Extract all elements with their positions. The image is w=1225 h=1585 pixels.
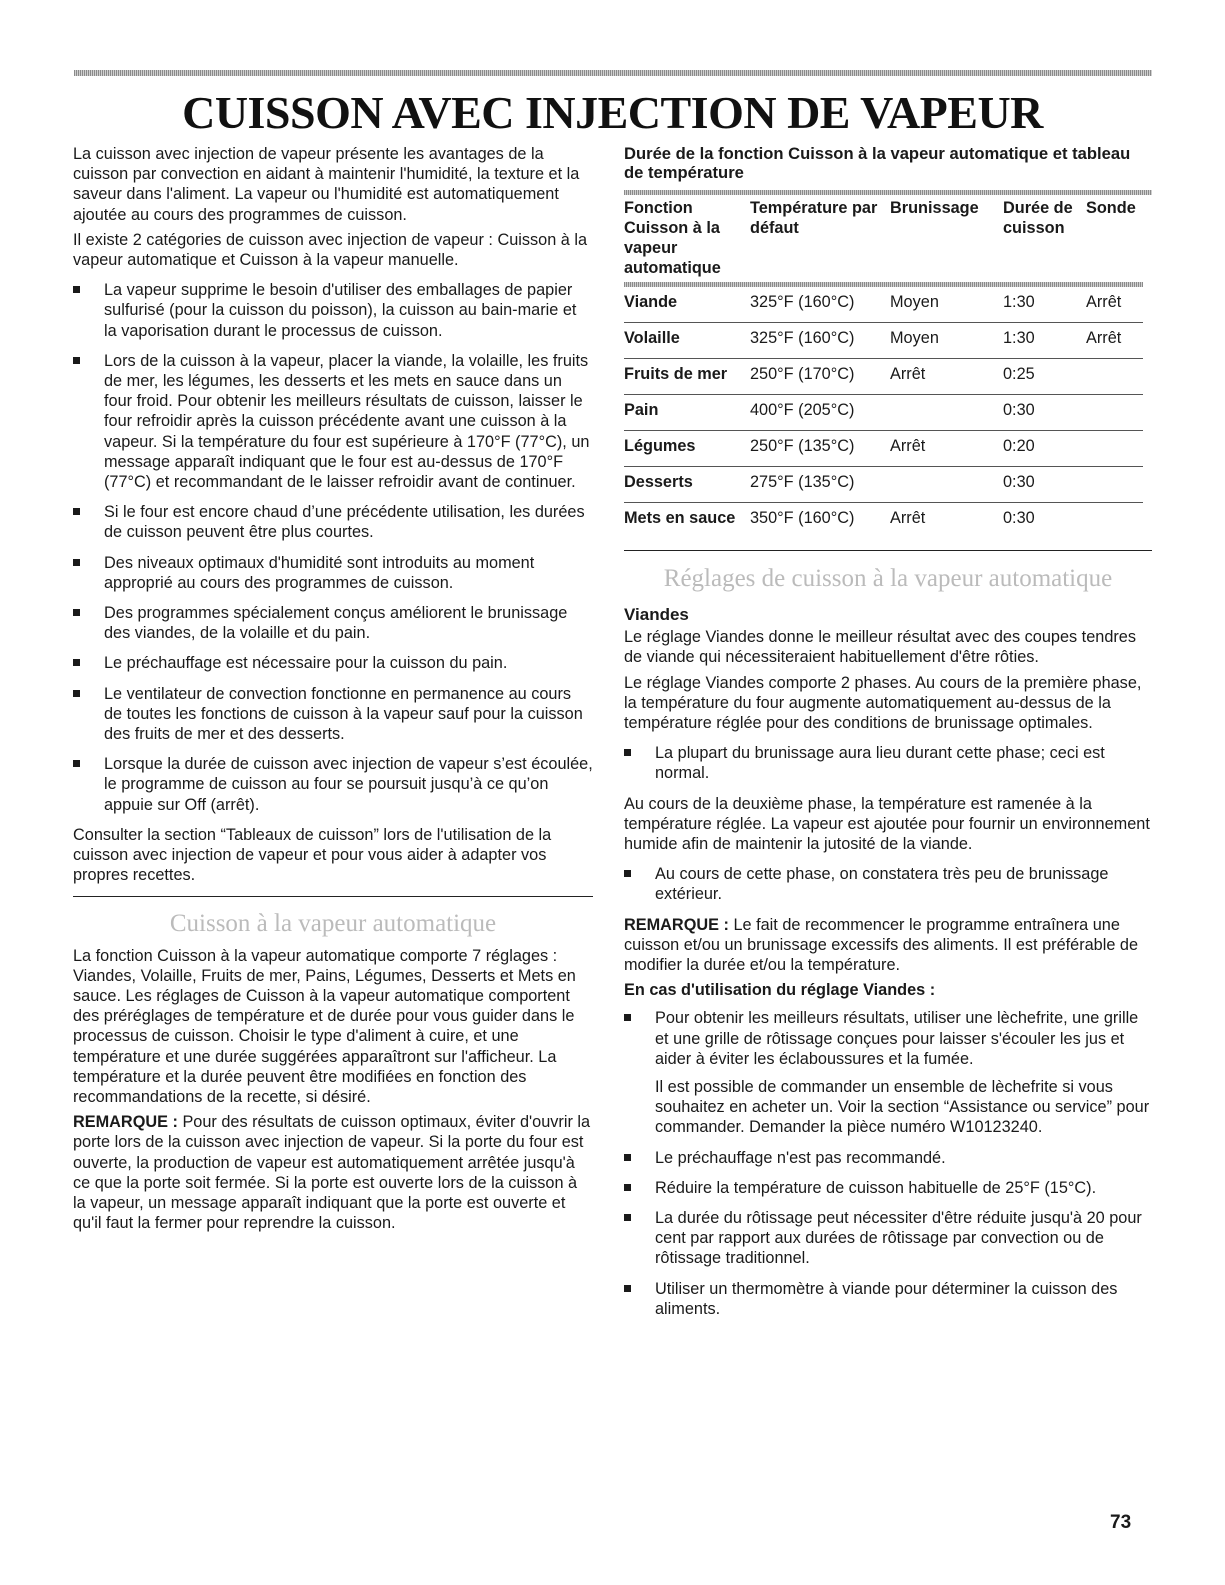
table-cell: Arrêt bbox=[1086, 323, 1143, 359]
table-cell bbox=[1086, 395, 1143, 431]
top-hatched-rule bbox=[74, 70, 1152, 76]
list-item: Lors de la cuisson à la vapeur, placer la viande, la volaille, les fruits de mer, les légumes, les desserts et les mets en sauce dans un four froid. Pour obtenir les meilleurs résultats de cuisson, laisser le four refroidir après la cuisson précédente avant une cuisson à la vapeur. Si la température du four est supérieure à 170°F (77°C), un message apparaît indiquant que le four est au-dessus de 170°F (77°C) et recommandant de le laisser refroidir avant de continuer. bbox=[73, 351, 593, 492]
square-bullet-icon bbox=[624, 1285, 631, 1292]
table-cell: Fruits de mer bbox=[624, 359, 750, 395]
section-heading: Cuisson à la vapeur automatique bbox=[169, 909, 497, 937]
list-item: Des programmes spécialement conçus améliorent le brunissage des viandes, de la volaille et du pain. bbox=[73, 603, 593, 643]
table-cell: 0:25 bbox=[1003, 359, 1086, 395]
list-item: Utiliser un thermomètre à viande pour déterminer la cuisson des aliments. bbox=[624, 1279, 1152, 1319]
section-divider bbox=[73, 896, 593, 897]
table-row bbox=[624, 323, 1143, 359]
table-cell: 0:30 bbox=[1003, 467, 1086, 503]
table-cell: 350°F (160°C) bbox=[750, 509, 855, 527]
table-cell bbox=[890, 395, 1003, 431]
table-row bbox=[624, 467, 1143, 503]
list-item: Si le four est encore chaud d’une précédente utilisation, les durées de cuisson peuvent être plus courtes. bbox=[73, 502, 593, 542]
square-bullet-icon bbox=[624, 1184, 631, 1191]
table-cell bbox=[1086, 503, 1143, 539]
square-bullet-icon bbox=[73, 690, 80, 697]
table-cell: Arrêt bbox=[890, 509, 926, 527]
usage-list-continued bbox=[624, 1148, 1152, 1319]
list-item: Le ventilateur de convection fonctionne en permanence au cours de toutes les fonctions de cuisson à la vapeur sauf pour la cuisson des fruits de mer et des desserts. bbox=[73, 684, 593, 745]
table-cell: 0:30 bbox=[1003, 509, 1035, 527]
table-cell: Légumes bbox=[624, 431, 750, 467]
intro-paragraph: La cuisson avec injection de vapeur présente les avantages de la cuisson par convection en aidant à maintenir l'humidité, la texture et la saveur dans l'aliment. La vapeur ou l'humidité est automatiquement ajoutée au cours des programmes de cuisson. bbox=[73, 145, 580, 224]
list-item: Le préchauffage est nécessaire pour la cuisson du pain. bbox=[73, 653, 593, 673]
list-item: Le préchauffage n'est pas recommandé. bbox=[624, 1148, 1152, 1168]
note-text: Pour des résultats de cuisson optimaux, éviter d'ouvrir la porte lors de la cuisson avec injection de vapeur. Si la porte du four est ouverte, la production de vapeur est automatiquement arrêtée jusqu'à ce que la porte soit fermée. Si la porte est ouverte lors de la cuisson à la vapeur, un message apparaît indiquant que la porte est ouverte et qu'il faut la fermer pour reprendre la cuisson. bbox=[73, 1113, 591, 1233]
square-bullet-icon bbox=[73, 760, 80, 767]
note-text: Le fait de recommencer le programme entraînera une cuisson et/ou un brunissage excessifs des aliments. Il est préférable de modifier la durée et/ou la température. bbox=[624, 915, 1139, 975]
table-cell: 400°F (205°C) bbox=[750, 395, 890, 431]
table-cell: 1:30 bbox=[1003, 323, 1086, 359]
usage-list bbox=[624, 1008, 1152, 1069]
table-cell: 325°F (160°C) bbox=[750, 323, 890, 359]
usage-note: Il est possible de commander un ensemble de lèchefrite si vous souhaitez en acheter un. Voir la section “Assistance ou service” pour commander. Demander la pièce numéro W10123240. bbox=[655, 1078, 1150, 1137]
note-label: REMARQUE : bbox=[73, 1113, 178, 1132]
table-row bbox=[624, 395, 1143, 431]
list-item: Au cours de cette phase, on constatera très peu de brunissage extérieur. bbox=[624, 864, 1152, 904]
table-header-cell: Durée de cuisson bbox=[1003, 199, 1073, 237]
list-item: La durée du rôtissage peut nécessiter d'être réduite jusqu'à 20 pour cent par rapport aux durées de rôtissage par convection ou de rôtissage traditionnel. bbox=[624, 1208, 1152, 1269]
square-bullet-icon bbox=[73, 609, 80, 616]
table-cell: 0:30 bbox=[1003, 395, 1086, 431]
list-item: Lorsque la durée de cuisson avec injection de vapeur s’est écoulée, le programme de cuisson au four se poursuit jusqu’à ce qu’on appuie sur Off (arrêt). bbox=[73, 754, 593, 815]
square-bullet-icon bbox=[624, 1214, 631, 1221]
table-cell: Arrêt bbox=[890, 431, 1003, 467]
paragraph: Le réglage Viandes donne le meilleur résultat avec des coupes tendres de viande qui nécessiteraient habituellement d'être rôties. bbox=[624, 628, 1136, 667]
paragraph: Le réglage Viandes comporte 2 phases. Au cours de la première phase, la température du four augmente automatiquement au-dessus de la température réglée pour des conditions de brunissage optimales. bbox=[624, 673, 1142, 733]
table-cell: 250°F (170°C) bbox=[750, 359, 890, 395]
table-cell: 275°F (135°C) bbox=[750, 467, 890, 503]
list-item: Réduire la température de cuisson habituelle de 25°F (15°C). bbox=[624, 1178, 1152, 1198]
table-cell bbox=[1086, 359, 1143, 395]
list-item: La plupart du brunissage aura lieu durant cette phase; ceci est normal. bbox=[624, 743, 1152, 783]
table-cell: Mets en sauce bbox=[624, 509, 736, 527]
table-header-cell: Brunissage bbox=[890, 199, 979, 217]
section-heading: Réglages de cuisson à la vapeur automatique bbox=[663, 565, 1113, 592]
table-row bbox=[624, 431, 1143, 467]
note-label: REMARQUE : bbox=[624, 915, 729, 934]
paragraph: Au cours de la deuxième phase, la température est ramenée à la température réglée. La vapeur est ajoutée pour fournir un environnement humide afin de maintenir la jutosité de la viande. bbox=[624, 794, 1150, 854]
table-cell: Desserts bbox=[624, 467, 750, 503]
square-bullet-icon bbox=[624, 1014, 631, 1021]
table-row bbox=[624, 359, 1143, 395]
table-cell: Pain bbox=[624, 395, 750, 431]
square-bullet-icon bbox=[73, 286, 80, 293]
section-divider bbox=[624, 550, 1152, 551]
table-cell: 1:30 bbox=[1003, 287, 1086, 323]
list-item: La vapeur supprime le besoin d'utiliser des emballages de papier sulfurisé (pour la cuisson du poisson), la cuisson au bain-marie et la vaporisation durant le processus de cuisson. bbox=[73, 280, 593, 341]
table-cell: Arrêt bbox=[1086, 287, 1143, 323]
table-cell: Arrêt bbox=[890, 359, 1003, 395]
table-header-cell: Fonction Cuisson à la vapeur automatique bbox=[624, 199, 721, 277]
table-row bbox=[624, 503, 1143, 539]
page-number: 73 bbox=[1110, 1512, 1132, 1533]
note-paragraph bbox=[73, 1112, 593, 1233]
table-header-row bbox=[624, 195, 1143, 282]
list-item: Pour obtenir les meilleurs résultats, utiliser une lèchefrite, une grille et une grille de rôtissage conçues pour laisser s'écouler les jus et aider à éviter les éclaboussures et la fumée. bbox=[624, 1008, 1152, 1069]
intro-paragraph: Il existe 2 catégories de cuisson avec injection de vapeur : Cuisson à la vapeur automatique et Cuisson à la vapeur manuelle. bbox=[73, 230, 588, 270]
square-bullet-icon bbox=[73, 659, 80, 666]
page-title: CUISSON AVEC INJECTION DE VAPEUR bbox=[182, 87, 1043, 138]
list-item: Des niveaux optimaux d'humidité sont introduits au moment approprié au cours des programmes de cuisson. bbox=[73, 553, 593, 593]
square-bullet-icon bbox=[624, 1154, 631, 1161]
table-cell: 325°F (160°C) bbox=[750, 287, 890, 323]
table-cell: Viande bbox=[624, 287, 750, 323]
table-row bbox=[624, 287, 1143, 323]
phase2-list bbox=[624, 864, 1152, 904]
note-paragraph bbox=[624, 915, 1152, 976]
phase1-list bbox=[624, 743, 1152, 783]
table-cell: Moyen bbox=[890, 287, 1003, 323]
table-cell bbox=[1086, 431, 1143, 467]
square-bullet-icon bbox=[624, 749, 631, 756]
outro-paragraph: Consulter la section “Tableaux de cuisson” lors de l'utilisation de la cuisson avec injection de vapeur et pour vous aider à adapter vos propres recettes. bbox=[73, 825, 552, 885]
table-cell bbox=[1086, 467, 1143, 503]
table-title: Durée de la fonction Cuisson à la vapeur automatique et tableau de température bbox=[624, 144, 1131, 182]
left-column bbox=[73, 144, 593, 1238]
table-cell: Moyen bbox=[890, 323, 1003, 359]
features-list bbox=[73, 280, 593, 815]
square-bullet-icon bbox=[73, 508, 80, 515]
table-cell: Volaille bbox=[624, 323, 750, 359]
section-paragraph: La fonction Cuisson à la vapeur automatique comporte 7 réglages : Viandes, Volaille, Fruits de mer, Pains, Légumes, Desserts et Mets en sauce. Les réglages de Cuisson à la vapeur automatique comportent des préréglages de température et de durée pour vous guider dans le processus de cuisson. Choisir le type d'aliment à cuire, et une température et une durée suggérées apparaîtront sur l'afficheur. La température et la durée peuvent être modifiées en fonction des recommandations de la recette, si désiré. bbox=[73, 946, 576, 1106]
table-cell: 250°F (135°C) bbox=[750, 431, 890, 467]
cooking-table bbox=[624, 195, 1143, 538]
table-header-cell: Température par défaut bbox=[750, 199, 878, 237]
square-bullet-icon bbox=[73, 357, 80, 364]
table-cell: 0:20 bbox=[1003, 431, 1086, 467]
sub-heading: Viandes bbox=[624, 605, 689, 624]
square-bullet-icon bbox=[624, 870, 631, 877]
table-cell bbox=[890, 467, 1003, 503]
square-bullet-icon bbox=[73, 559, 80, 566]
right-column bbox=[624, 144, 1152, 1329]
table-header-cell: Sonde bbox=[1086, 199, 1136, 217]
usage-heading: En cas d'utilisation du réglage Viandes : bbox=[624, 981, 936, 1000]
